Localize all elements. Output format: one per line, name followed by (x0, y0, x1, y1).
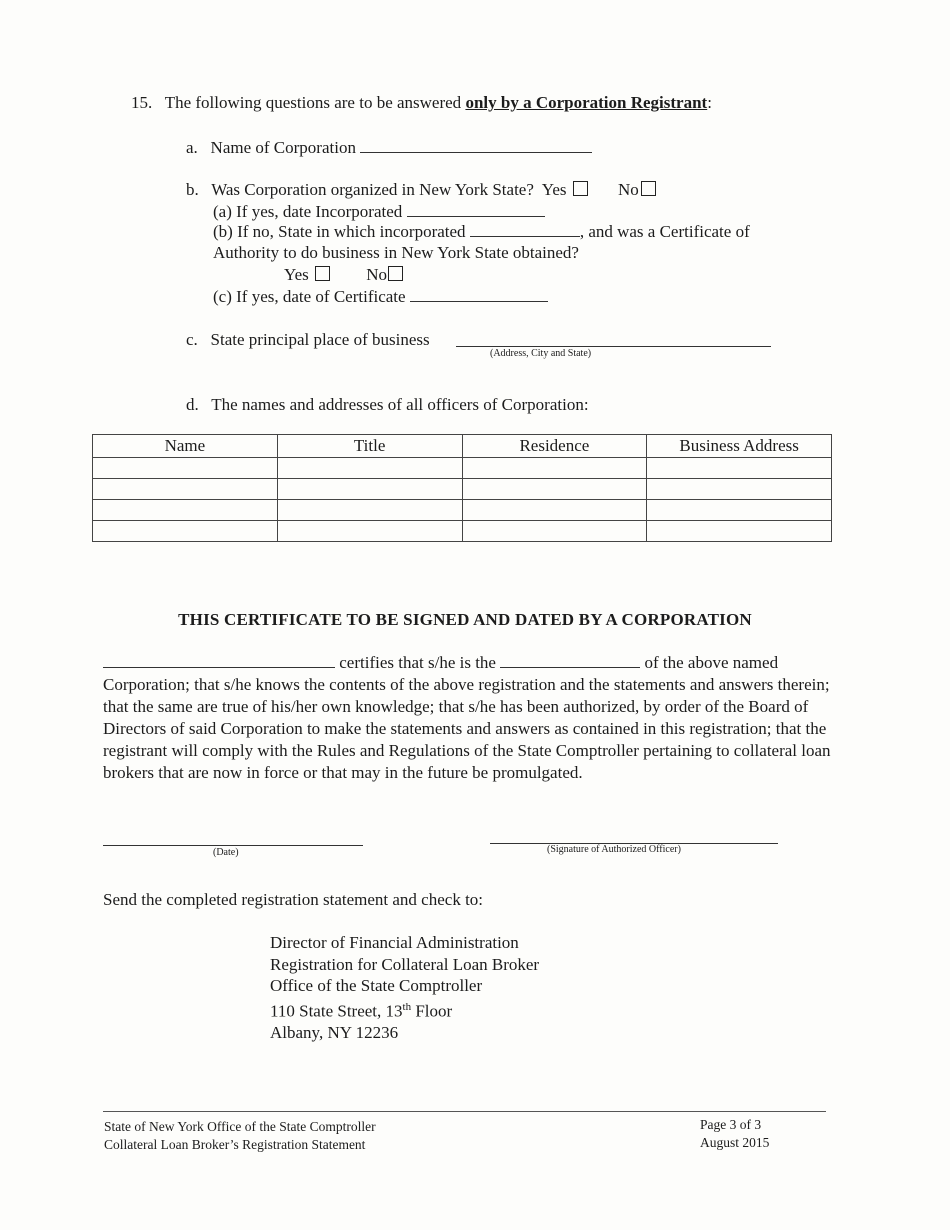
address-line: Director of Financial Administration (270, 933, 519, 952)
address-line: Albany, NY 12236 (270, 1022, 399, 1042)
footer-right (700, 1116, 769, 1152)
table-cell[interactable] (462, 479, 647, 500)
principal-place-label: State principal place of business (210, 330, 430, 349)
officer-title-field[interactable] (500, 653, 640, 668)
item-b (186, 180, 656, 200)
date-caption: (Date) (213, 847, 239, 858)
organized-ny-question: Was Corporation organized in New York State? (211, 180, 534, 199)
colon: : (707, 93, 712, 112)
footer-agency: State of New York Office of the State Comptroller (104, 1119, 376, 1134)
column-title: Title (277, 435, 462, 458)
no-label: No (618, 180, 639, 199)
table-cell[interactable] (647, 500, 832, 521)
yes-label: Yes (284, 265, 309, 284)
table-row (93, 479, 832, 500)
document-date: August 2015 (700, 1135, 770, 1150)
item-letter: d. (186, 395, 199, 414)
of-above-text: of the above named (640, 653, 779, 672)
footer-document-title: Collateral Loan Broker’s Registration Statement (104, 1137, 366, 1152)
item-d (186, 395, 589, 415)
certificate-date-field[interactable] (410, 287, 548, 302)
corporation-name-field[interactable] (360, 138, 592, 153)
address-line (270, 997, 539, 1022)
principal-place-field[interactable] (456, 346, 771, 347)
table-cell[interactable] (647, 458, 832, 479)
date-incorporated-field[interactable] (407, 202, 545, 217)
page-number: Page 3 of 3 (700, 1117, 762, 1132)
state-incorporated-label: (b) If no, State in which incorporated (213, 222, 466, 241)
address-line: Office of the State Comptroller (270, 976, 483, 995)
mailing-address (270, 932, 539, 1043)
street: 110 State Street, 13 (270, 1001, 403, 1021)
principal-place-caption: (Address, City and State) (490, 348, 592, 359)
column-business-address: Business Address (647, 435, 832, 458)
footer-divider (103, 1111, 826, 1112)
item-b-sub-b (213, 222, 750, 242)
organized-ny-no-checkbox[interactable] (641, 181, 656, 196)
address-line: Registration for Collateral Loan Broker (270, 954, 540, 974)
table-header-row (93, 435, 832, 458)
certificate-question-end: Authority to do business in New York State obtained? (213, 243, 579, 262)
item-letter: a. (186, 138, 198, 157)
table-cell[interactable] (277, 521, 462, 542)
table-cell[interactable] (277, 500, 462, 521)
officer-name-field[interactable] (103, 653, 335, 668)
table-cell[interactable] (93, 521, 278, 542)
item-letter: c. (186, 330, 198, 349)
date-incorporated-label: (a) If yes, date Incorporated (213, 202, 403, 221)
state-incorporated-field[interactable] (470, 222, 580, 237)
table-cell[interactable] (462, 521, 647, 542)
item-b-sub-b-line2 (213, 243, 579, 263)
table-cell[interactable] (647, 521, 832, 542)
certificate-date-label: (c) If yes, date of Certificate (213, 287, 406, 306)
table-cell[interactable] (93, 479, 278, 500)
table-cell[interactable] (93, 458, 278, 479)
question-15 (131, 93, 712, 113)
item-b-sub-c (213, 287, 548, 307)
column-name: Name (93, 435, 278, 458)
table-cell[interactable] (462, 500, 647, 521)
item-c (186, 330, 430, 350)
table-row (93, 500, 832, 521)
table-cell[interactable] (93, 500, 278, 521)
footer-left (104, 1118, 376, 1154)
floor: Floor (411, 1001, 453, 1021)
table-cell[interactable] (462, 458, 647, 479)
table-cell[interactable] (277, 458, 462, 479)
corporation-name-label: Name of Corporation (210, 138, 356, 157)
organized-ny-yes-checkbox[interactable] (573, 181, 588, 196)
certifies-text: certifies that s/he is the (335, 653, 501, 672)
send-instruction: Send the completed registration statement and check to: (103, 890, 484, 909)
item-a (186, 138, 592, 158)
certificate-no-checkbox[interactable] (388, 266, 403, 281)
date-line[interactable] (103, 845, 363, 846)
officers-label: The names and addresses of all officers of Corporation: (211, 395, 589, 414)
certificate-question-start: , and was a Certificate of (579, 222, 750, 241)
certificate-text (103, 652, 833, 784)
no-label: No (366, 265, 388, 284)
item-letter: b. (186, 180, 199, 199)
officers-table (92, 434, 832, 542)
ordinal-suffix: th (402, 1000, 412, 1013)
item-b-sub-a (213, 202, 545, 222)
certificate-answer (284, 265, 403, 285)
table-row (93, 521, 832, 542)
question-intro: The following questions are to be answered (164, 93, 466, 112)
question-number: 15. (131, 93, 153, 112)
certificate-body: Corporation; that s/he knows the contents of the above registration and the statements and answers therein; that the same are true of his/her own knowledge; that s/he has been authorized, by order of the Board of Directors of said Corporation to make the statements and answers as contained in this registration; that the registrant will comply with the Rules and Regulations of the State Comptroller pertaining to collateral loan brokers that are now in force or that may in the future be promulgated. (103, 675, 831, 782)
table-row (93, 458, 832, 479)
table-cell[interactable] (647, 479, 832, 500)
certificate-title: THIS CERTIFICATE TO BE SIGNED AND DATED BY A CORPORATION (178, 610, 752, 629)
column-residence: Residence (462, 435, 647, 458)
signature-caption: (Signature of Authorized Officer) (547, 844, 681, 855)
yes-label: Yes (541, 180, 567, 199)
question-emphasis: only by a Corporation Registrant (465, 93, 708, 112)
certificate-yes-checkbox[interactable] (315, 266, 330, 281)
table-cell[interactable] (277, 479, 462, 500)
